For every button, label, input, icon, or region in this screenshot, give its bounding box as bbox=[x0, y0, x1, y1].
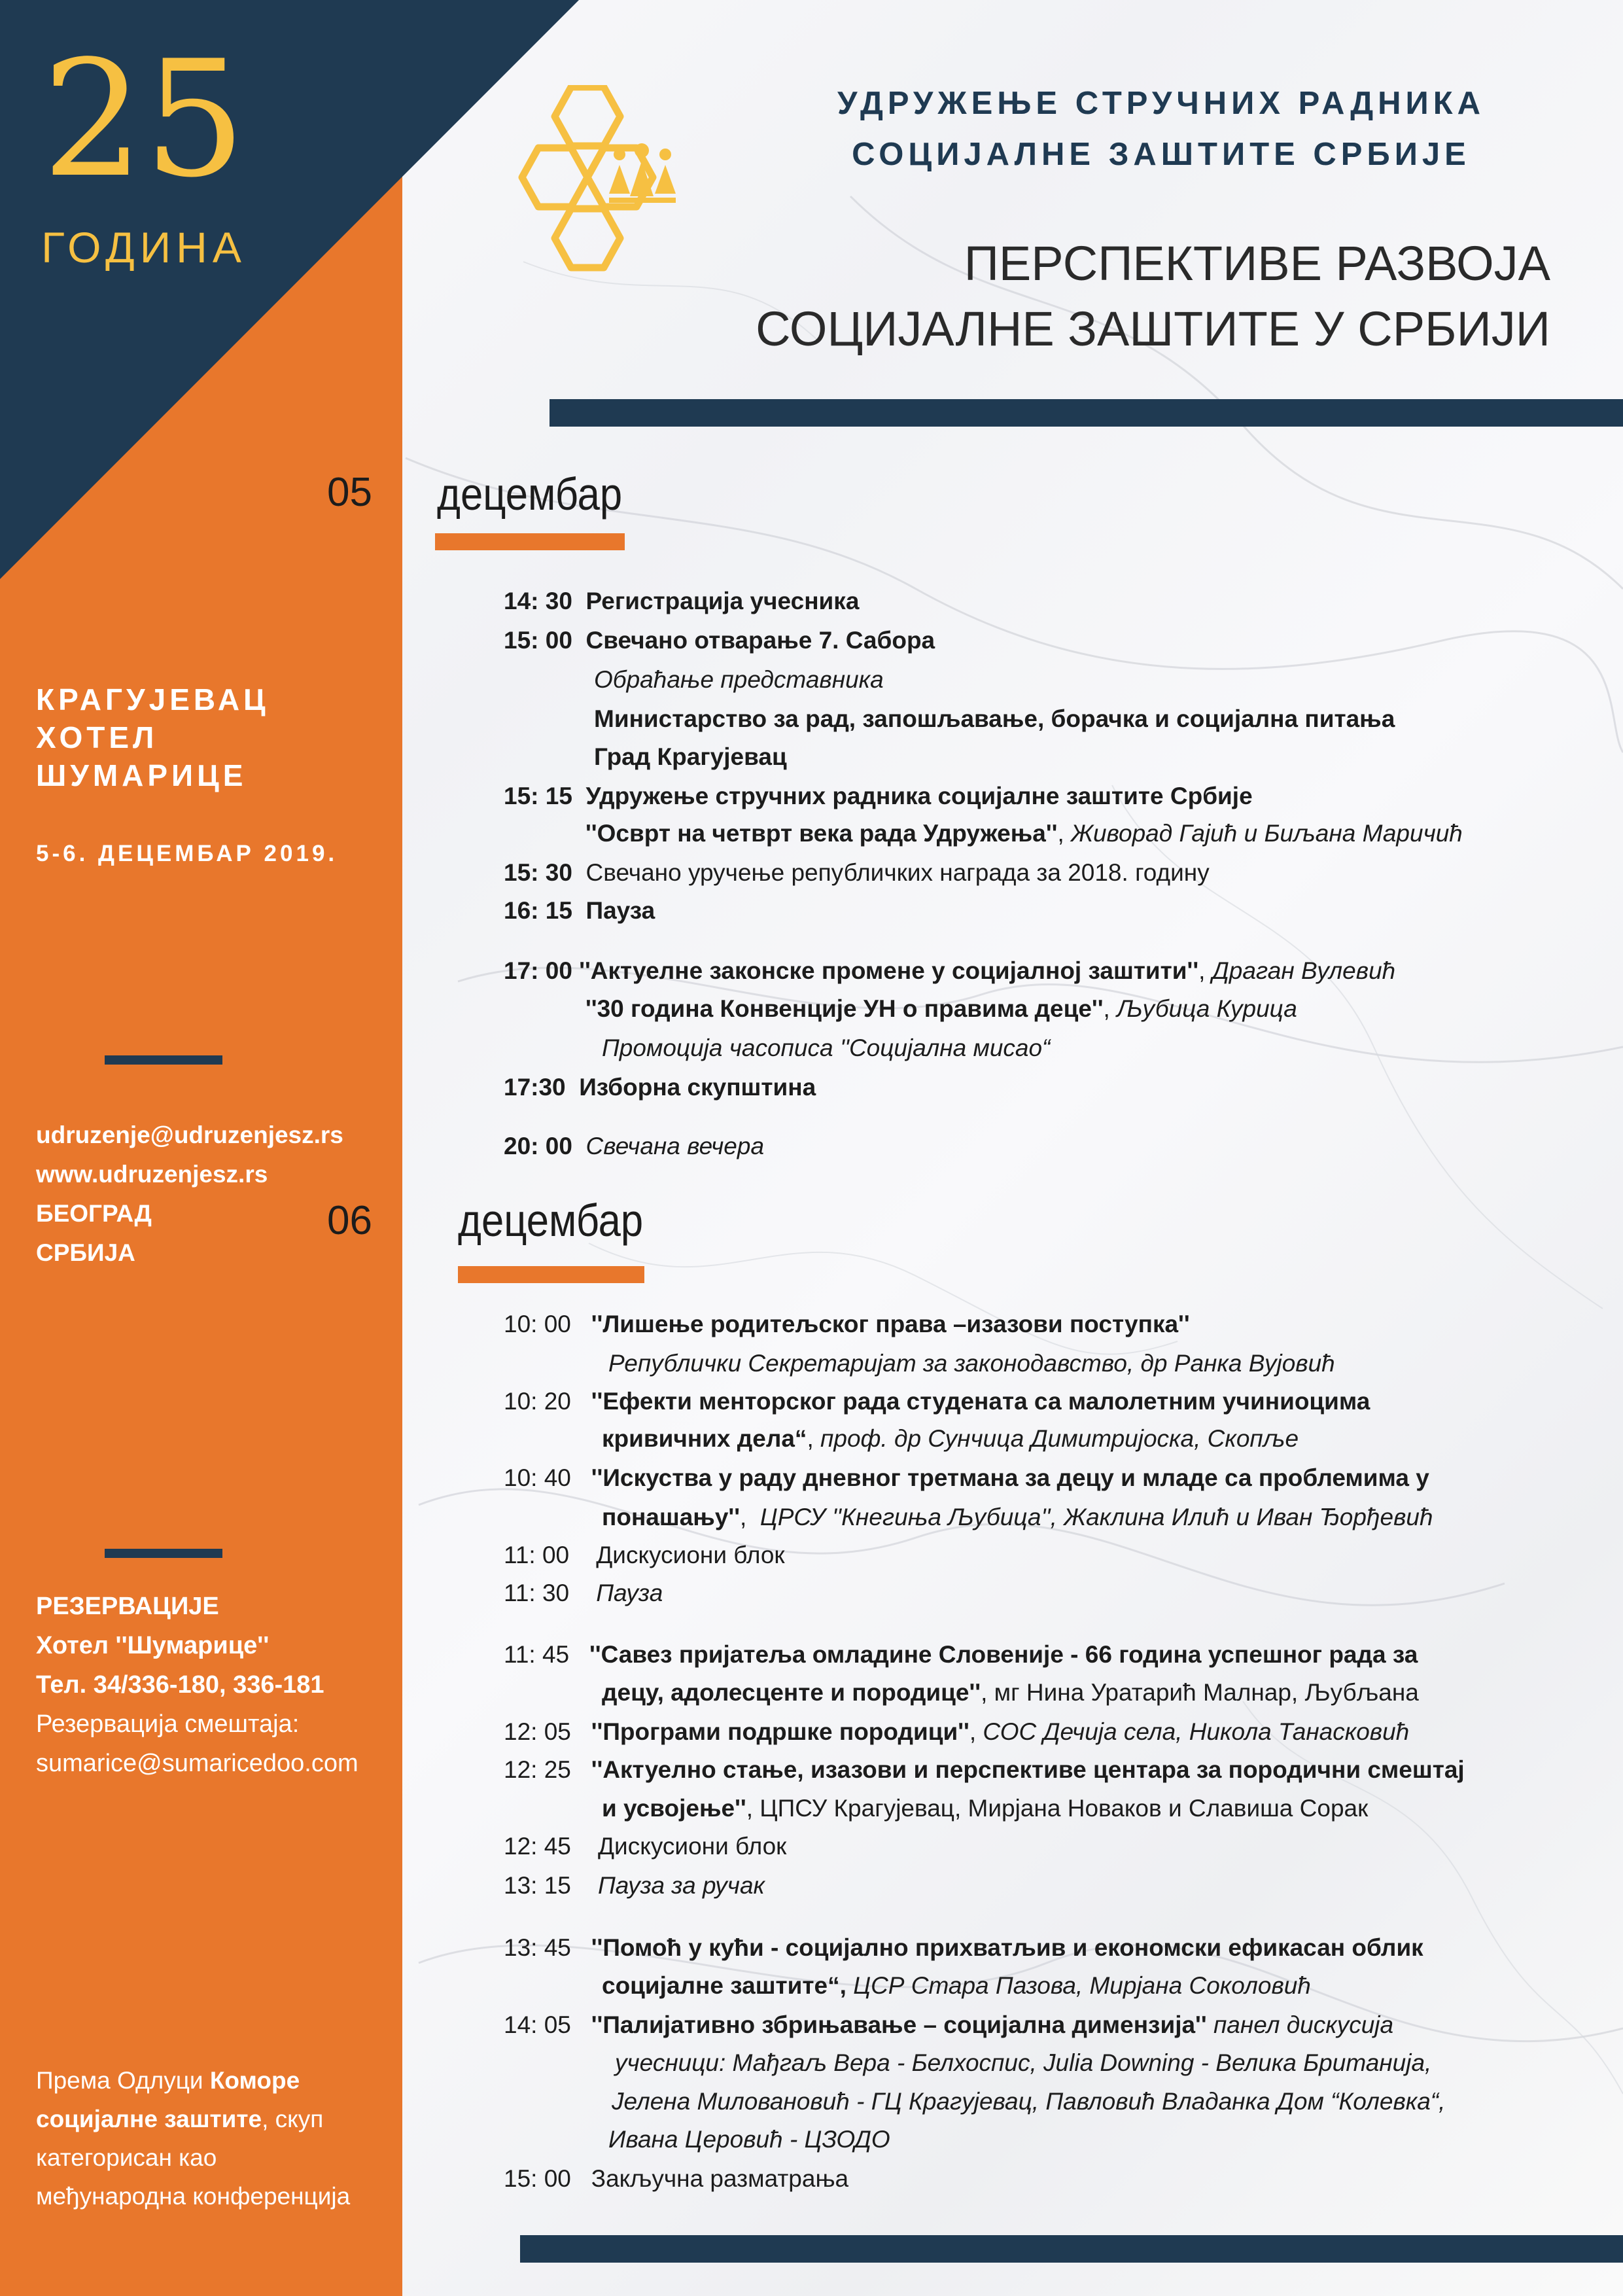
hotel-phones: Тел. 34/336-180, 336-181 bbox=[36, 1671, 324, 1699]
contact-country: СРБИЈА bbox=[36, 1239, 135, 1266]
day1-underline bbox=[435, 533, 625, 550]
day2-number: 06 bbox=[327, 1198, 372, 1243]
contact-email[interactable]: udruzenje@udruzenjesz.rs bbox=[36, 1122, 343, 1148]
schedule-row: ''Осврт на четврт века рада Удружења'', Живорад Гајић и Биљана Маричић bbox=[585, 820, 1463, 847]
header-divider-bar bbox=[550, 399, 1623, 427]
schedule-row: 11: 45 ''Савез пријатеља омладине Словеније - 66 година успешног рада за bbox=[504, 1641, 1418, 1668]
schedule-row: 16: 15 Пауза bbox=[504, 897, 655, 924]
schedule-row: 12: 25 ''Актуелно стање, изазови и перспективе центара за породични смештај bbox=[504, 1756, 1465, 1783]
venue-city: КРАГУЈЕВАЦ bbox=[36, 682, 270, 716]
schedule-row: 12: 05 ''Програми подршке породици'', СОС Дечија села, Никола Танасковић bbox=[504, 1718, 1410, 1745]
sidebar-divider-1 bbox=[105, 1055, 222, 1065]
chamber-text-3: категорисан као bbox=[36, 2144, 217, 2171]
hotel-name: Хотел ''Шумарице'' bbox=[36, 1632, 270, 1659]
chamber-text-2: , скуп bbox=[262, 2106, 324, 2132]
reservations-title: РЕЗЕРВАЦИЈЕ bbox=[36, 1593, 219, 1620]
schedule-row: Промоција часописа ''Социјална мисао“ bbox=[602, 1034, 1051, 1061]
schedule-row: Обраћање представника bbox=[594, 666, 884, 693]
reservations-block bbox=[36, 1587, 358, 1783]
chamber-name-2: социјалне заштите bbox=[36, 2106, 262, 2132]
chamber-text-4: међународна конференција bbox=[36, 2183, 351, 2210]
venue-hotel-line1: ХОТЕЛ bbox=[36, 720, 158, 754]
event-dates: 5-6. ДЕЦЕМБАР 2019. bbox=[36, 841, 338, 866]
footer-divider-bar bbox=[520, 2235, 1623, 2263]
honeycomb-logo-icon bbox=[514, 85, 703, 281]
day2-underline bbox=[458, 1266, 644, 1283]
contact-block bbox=[36, 1116, 343, 1273]
booking-email[interactable]: sumarice@sumaricedoo.com bbox=[36, 1750, 358, 1777]
schedule-row: 15: 00 Закључна разматрања bbox=[504, 2165, 849, 2192]
anniversary-number: 25 bbox=[42, 26, 246, 213]
schedule-row: понашању'', ЦРСУ ''Кнегиња Љубица'', Жаклина Илић и Иван Ђорђевић bbox=[602, 1504, 1433, 1530]
schedule-row: ''30 година Конвенције УН о правима деце'', Љубица Курица bbox=[585, 995, 1297, 1022]
schedule-row: 12: 45 Дискусиони блок bbox=[504, 1833, 787, 1860]
venue-block bbox=[36, 680, 270, 794]
venue-hotel-line2: ШУМАРИЦЕ bbox=[36, 758, 247, 792]
schedule-row: 10: 00 ''Лишење родитељског права –изазови поступка'' bbox=[504, 1311, 1190, 1337]
org-name-line2: СОЦИЈАЛНЕ ЗАШТИТЕ СРБИЈЕ bbox=[852, 137, 1471, 172]
schedule-row: 14: 30 Регистрација учесника bbox=[504, 588, 860, 614]
org-name-line1: УДРУЖЕЊЕ СТРУЧНИХ РАДНИКА bbox=[837, 86, 1486, 121]
schedule-row: кривичних дела“, проф. др Сунчица Димитријоска, Скопље bbox=[602, 1425, 1299, 1452]
schedule-row: и усвојење'', ЦПСУ Крагујевац, Мирјана Новаков и Славиша Сорак bbox=[602, 1795, 1369, 1822]
contact-city: БЕОГРАД bbox=[36, 1200, 152, 1227]
schedule-row: 14: 05 ''Палијативно збрињавање – социјална димензија'' панел дискусија bbox=[504, 2011, 1394, 2038]
schedule-row: 11: 30 Пауза bbox=[504, 1580, 663, 1606]
schedule-row: 15: 00 Свечано отварање 7. Сабора bbox=[504, 627, 935, 654]
day1-month: децембар bbox=[437, 468, 623, 520]
schedule-row: 13: 15 Пауза за ручак bbox=[504, 1872, 765, 1899]
schedule-row: социјалне заштите“, ЦСР Стара Пазова, Мирјана Соколовић bbox=[602, 1972, 1311, 1999]
schedule-row: 17: 00 ''Актуелне законске промене у социјалној заштити'', Драган Вулевић bbox=[504, 957, 1396, 984]
day1-number: 05 bbox=[327, 470, 372, 515]
schedule-row: Јелена Миловановић - ГЦ Крагујевац, Павловић Владанка Дом “Колевка“, bbox=[612, 2088, 1446, 2115]
chamber-name-1: Коморе bbox=[209, 2067, 300, 2094]
schedule-row: 15: 30 Свечано уручење републичких награда за 2018. годину bbox=[504, 859, 1210, 886]
schedule-row: Ивана Церовић - ЦЗОДО bbox=[608, 2126, 890, 2153]
day2-month: децембар bbox=[458, 1195, 644, 1246]
schedule-row: 17:30 Изборна скупштина bbox=[504, 1074, 816, 1101]
chamber-note bbox=[36, 2061, 350, 2216]
sidebar-divider-2 bbox=[105, 1549, 222, 1558]
schedule-row: 20: 00 Свечана вечера bbox=[504, 1133, 765, 1159]
schedule-row: децу, адолесценте и породице'', мг Нина Уратарић Малнар, Љубљана bbox=[602, 1679, 1419, 1706]
schedule-row: учесници: Мађгаљ Вера - Белхоспис, Julia Downing - Велика Британија, bbox=[615, 2049, 1432, 2076]
chamber-text-1: Према Одлуци bbox=[36, 2067, 210, 2094]
conference-title-line1: ПЕРСПЕКТИВЕ РАЗВОЈА bbox=[964, 236, 1550, 291]
schedule-row: 15: 15 Удружење стручних радника социјалне заштите Србије bbox=[504, 783, 1253, 809]
schedule-row: 13: 45 ''Помоћ у кући - социјално прихватљив и економски ефикасан облик bbox=[504, 1934, 1423, 1961]
schedule-row: 10: 40 ''Искуства у раду дневног третмана за децу и младе са проблемима у bbox=[504, 1464, 1429, 1491]
schedule-row: 11: 00 Дискусиони блок bbox=[504, 1542, 785, 1568]
conference-title-line2: СОЦИЈАЛНЕ ЗАШТИТЕ У СРБИЈИ bbox=[756, 302, 1550, 356]
booking-label: Резервација смештаја: bbox=[36, 1710, 300, 1738]
contact-website[interactable]: www.udruzenjesz.rs bbox=[36, 1161, 268, 1188]
schedule-row: 10: 20 ''Ефекти менторског рада студената са малолетним учиниоцима bbox=[504, 1388, 1370, 1415]
schedule-row: Министарство за рад, запошљавање, борачка и социјална питања bbox=[594, 705, 1395, 732]
schedule-row: Град Крагујевац bbox=[594, 743, 787, 770]
schedule-row: Републички Секретаријат за законодавство, др Ранка Вујовић bbox=[608, 1350, 1335, 1377]
anniversary-word: ГОДИНА bbox=[41, 223, 247, 272]
